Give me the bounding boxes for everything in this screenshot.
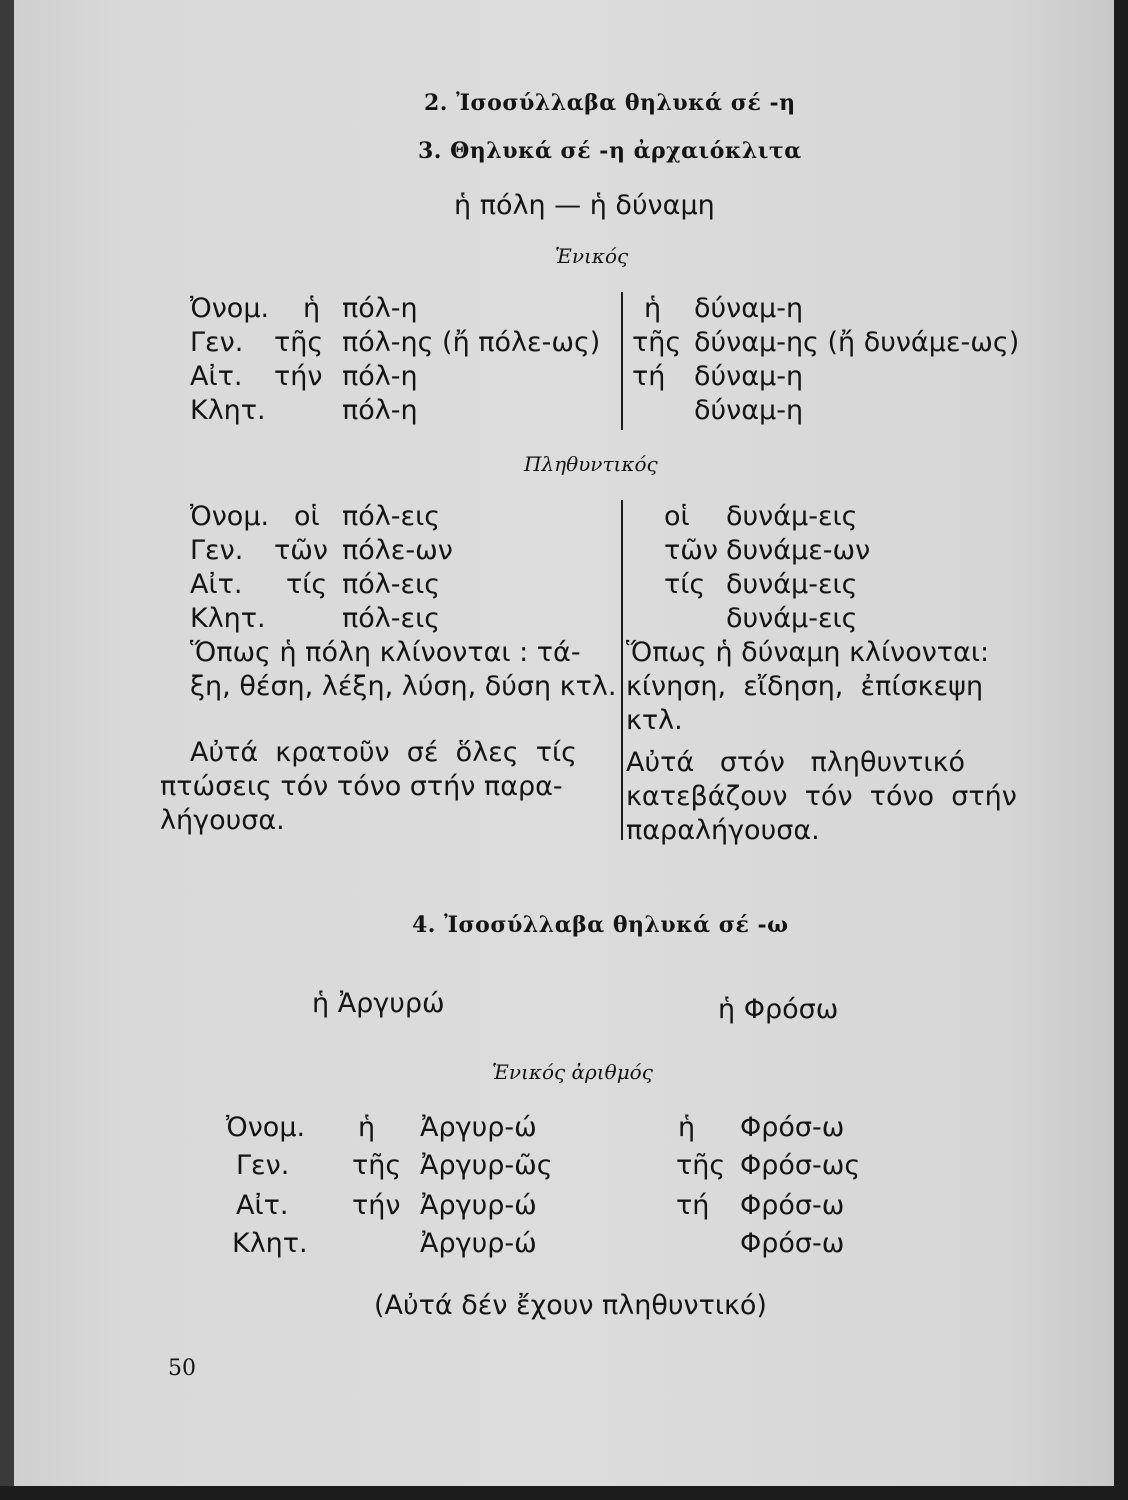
article: ἡ	[303, 293, 321, 324]
noun-form: δυνάμ-εις	[726, 603, 858, 634]
noun-form: δυνάμ-εις	[726, 569, 858, 600]
case-label: Ὀνομ.	[190, 293, 270, 324]
article: τίς	[286, 569, 328, 600]
note-left-line: ξη, θέση, λέξη, λύση, δύση κτλ.	[190, 671, 617, 702]
noun-form: δυνάμ-εις	[726, 501, 858, 532]
noun-form: πόλ-εις	[342, 569, 441, 600]
case-label: Γεν.	[190, 327, 244, 358]
rule-right-line: παραλήγουσα.	[626, 815, 820, 846]
title-argyro: ἡ Ἀργυρώ	[312, 988, 445, 1019]
case-label: Γεν.	[190, 535, 244, 566]
title-froso: ἡ Φρόσω	[718, 994, 839, 1025]
case-label: Κλητ.	[232, 1228, 308, 1259]
case-label: Αἰτ.	[190, 361, 243, 392]
article: τίς	[664, 569, 706, 600]
noun-form: δύναμ-η	[694, 293, 804, 324]
noun-form: Φρόσ-ως	[740, 1150, 861, 1181]
rule-left-line: Αὐτά κρατοῦν σέ ὅλες τίς	[190, 737, 578, 768]
label-singular: Ἑνικός	[555, 244, 629, 268]
noun-form: Ἀργυρ-ώ	[420, 1190, 537, 1221]
label-plural: Πληθυντικός	[524, 452, 658, 476]
note-right-line: κτλ.	[626, 705, 683, 736]
article: τή	[676, 1190, 710, 1221]
noun-form: πόλ-η	[342, 293, 418, 324]
case-label: Κλητ.	[190, 603, 266, 634]
noun-form: πόλ-εις	[342, 603, 441, 634]
page-number: 50	[168, 1356, 196, 1381]
note-left-line: Ὅπως ἡ πόλη κλίνονται : τά-	[190, 637, 581, 668]
book-page	[14, 0, 1114, 1486]
noun-form: δύναμ-η	[694, 395, 804, 426]
case-label: Αἰτ.	[190, 569, 243, 600]
article: ἡ	[678, 1112, 696, 1143]
note-no-plural: (Αὐτά δέν ἔχουν πληθυντικό)	[374, 1290, 767, 1321]
noun-form: πόλ-εις	[342, 501, 441, 532]
article: οἱ	[294, 501, 320, 532]
article: τῶν	[274, 535, 328, 566]
article: τῆς	[352, 1150, 402, 1181]
article: ἡ	[644, 293, 662, 324]
column-divider-plural	[621, 500, 623, 840]
noun-form: Ἀργυρ-ώ	[420, 1228, 537, 1259]
scan-edge-bottom	[0, 1486, 1128, 1500]
column-divider-singular	[621, 292, 623, 430]
noun-form: δύναμ-η	[694, 361, 804, 392]
article: οἱ	[664, 501, 690, 532]
noun-form: δύναμ-ης (ἤ δυνάμε-ως)	[694, 327, 1020, 358]
article: τῆς	[274, 327, 324, 358]
noun-form: Φρόσ-ω	[740, 1228, 845, 1259]
article: τῆς	[632, 327, 682, 358]
heading-section-3: 3. Θηλυκά σέ -η ἀρχαιόκλιτα	[418, 138, 802, 164]
noun-form: πόλ-ης (ἤ πόλε-ως)	[342, 327, 601, 358]
article: ἡ	[358, 1112, 376, 1143]
noun-form: Ἀργυρ-ῶς	[420, 1150, 553, 1181]
noun-form: πόλ-η	[342, 395, 418, 426]
heading-section-2: 2. Ἰσοσύλλαβα θηλυκά σέ -η	[424, 90, 796, 116]
rule-right-line: Αὐτά στόν πληθυντικό	[626, 747, 966, 778]
article: τήν	[274, 361, 323, 392]
scan-edge-right	[1114, 0, 1128, 1500]
heading-section-4: 4. Ἰσοσύλλαβα θηλυκά σέ -ω	[412, 912, 789, 938]
noun-form: Φρόσ-ω	[740, 1112, 845, 1143]
noun-form: πόλ-η	[342, 361, 418, 392]
label-singular-number: Ἑνικός ἀριθμός	[492, 1060, 653, 1084]
case-label: Ὀνομ.	[226, 1112, 306, 1143]
case-label: Γεν.	[236, 1150, 290, 1181]
noun-form: δυνάμε-ων	[726, 535, 871, 566]
subtitle-poli-dynami: ἡ πόλη — ἡ δύναμη	[454, 190, 715, 221]
note-right-line: Ὅπως ἡ δύναμη κλίνονται:	[626, 637, 990, 668]
article: τή	[632, 361, 666, 392]
note-right-line: κίνηση, εἴδηση, ἐπίσκεψη	[626, 671, 984, 702]
article: τῆς	[676, 1150, 726, 1181]
rule-left-line: πτώσεις τόν τόνο στήν παρα-	[160, 771, 563, 802]
case-label: Ὀνομ.	[190, 501, 270, 532]
article: τῶν	[664, 535, 718, 566]
noun-form: Φρόσ-ω	[740, 1190, 845, 1221]
noun-form: Ἀργυρ-ώ	[420, 1112, 537, 1143]
rule-left-line: λήγουσα.	[160, 805, 285, 836]
rule-right-line: κατεβάζουν τόν τόνο στήν	[626, 781, 1017, 812]
noun-form: πόλε-ων	[342, 535, 453, 566]
case-label: Κλητ.	[190, 395, 266, 426]
case-label: Αἰτ.	[236, 1190, 289, 1221]
article: τήν	[352, 1190, 401, 1221]
